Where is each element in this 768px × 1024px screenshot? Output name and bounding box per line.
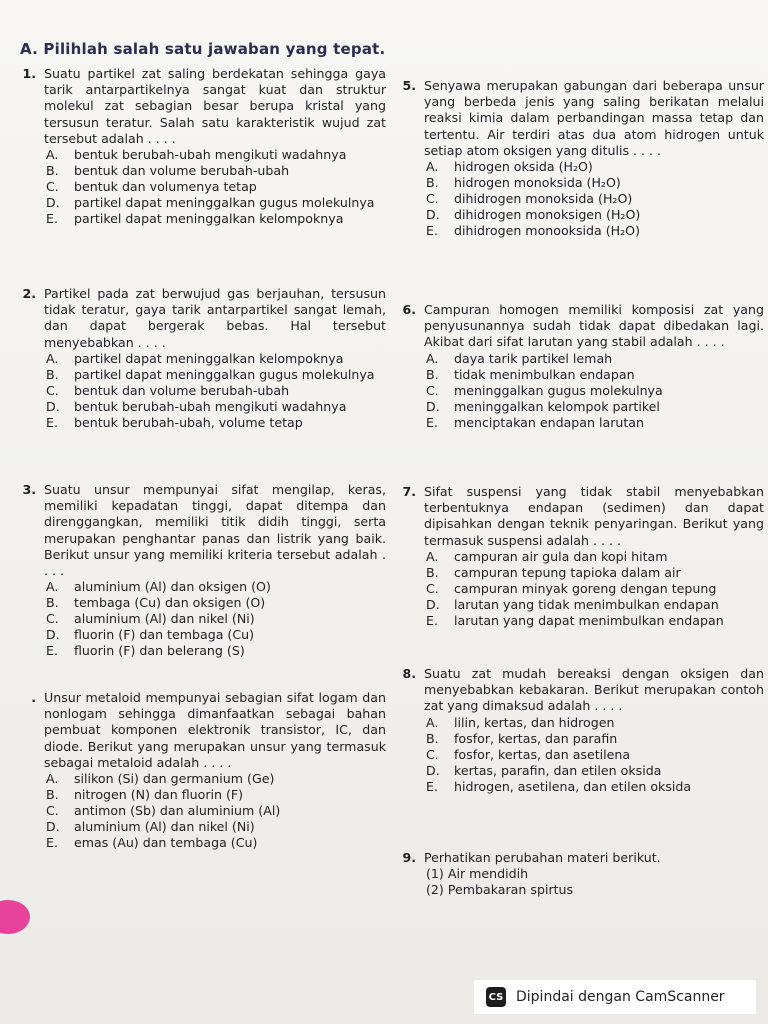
question-stem: Partikel pada zat berwujud gas berjauhan, tersusun tidak teratur, gaya tarik antarpartikel sangat lemah, dan dapat bergerak bebas. Hal tersebut menyebabkan . . . . bbox=[44, 286, 386, 350]
option-text: dihidrogen monoksigen (H₂O) bbox=[454, 207, 641, 223]
option-letter: C. bbox=[46, 803, 59, 819]
option-letter: C. bbox=[426, 382, 439, 398]
answer-options bbox=[46, 351, 386, 431]
question-9 bbox=[386, 850, 764, 899]
option-text: hidrogen, asetilena, dan etilen oksida bbox=[454, 778, 692, 794]
option-text: tembaga (Cu) dan oksigen (O) bbox=[74, 595, 266, 611]
answer-option bbox=[46, 147, 386, 163]
option-letter: E. bbox=[426, 414, 438, 430]
question-stem: Suatu zat mudah bereaksi dengan oksigen dan menyebabkan kebakaran. Berikut merupakan contoh zat yang dimaksud adalah . . . . bbox=[424, 666, 764, 714]
question-4 bbox=[6, 690, 386, 851]
answer-option bbox=[426, 731, 764, 747]
option-text: dihidrogen monooksida (H₂O) bbox=[454, 223, 640, 239]
answer-option bbox=[426, 715, 764, 731]
option-text: hidrogen oksida (H₂O) bbox=[454, 159, 593, 175]
question-number: 5. bbox=[402, 78, 416, 93]
answer-options bbox=[46, 147, 386, 227]
answer-option bbox=[46, 611, 386, 627]
option-letter: E. bbox=[46, 643, 58, 659]
option-text: kertas, parafin, dan etilen oksida bbox=[454, 762, 662, 778]
answer-option bbox=[426, 159, 764, 175]
answer-option bbox=[46, 819, 386, 835]
answer-option bbox=[426, 383, 764, 399]
option-letter: C. bbox=[46, 179, 59, 195]
option-text: lilin, kertas, dan hidrogen bbox=[454, 714, 615, 730]
option-letter: A. bbox=[426, 548, 439, 564]
answer-option bbox=[46, 771, 386, 787]
option-text: antimon (Sb) dan aluminium (Al) bbox=[74, 803, 281, 819]
answer-option bbox=[46, 367, 386, 383]
option-text: partikel dapat meninggalkan gugus molekulnya bbox=[74, 195, 375, 211]
question-3 bbox=[6, 482, 386, 659]
question-stem: Sifat suspensi yang tidak stabil menyebabkan terbentuknya endapan (sedimen) dan dapat dipisahkan dengan teknik penyaringan. Berikut yang termasuk suspensi adalah . . . . bbox=[424, 484, 764, 548]
question-number: 8. bbox=[402, 666, 416, 681]
option-letter: C. bbox=[46, 382, 59, 398]
option-text: larutan yang tidak menimbulkan endapan bbox=[454, 596, 719, 612]
option-text: dihidrogen monoksida (H₂O) bbox=[454, 191, 633, 207]
answer-option bbox=[426, 351, 764, 367]
option-letter: C. bbox=[426, 191, 439, 207]
option-letter: B. bbox=[426, 366, 439, 382]
option-letter: E. bbox=[426, 223, 438, 239]
question-stem: Campuran homogen memiliki komposisi zat yang penyusunannya sudah tidak dapat dibedakan lagi. Akibat dari sifat larutan yang stabil adalah . . . . bbox=[424, 302, 764, 350]
answer-option bbox=[46, 787, 386, 803]
option-letter: D. bbox=[46, 398, 60, 414]
answer-option bbox=[426, 415, 764, 431]
camscanner-logo-icon: CS bbox=[486, 987, 506, 1007]
question-6 bbox=[386, 302, 764, 431]
answer-option bbox=[426, 367, 764, 383]
option-text: campuran air gula dan kopi hitam bbox=[454, 548, 668, 564]
option-letter: B. bbox=[426, 175, 439, 191]
option-text: fluorin (F) dan tembaga (Cu) bbox=[74, 627, 255, 643]
question-number: 6. bbox=[402, 302, 416, 317]
answer-option bbox=[426, 191, 764, 207]
option-text: bentuk dan volume berubah-ubah bbox=[74, 163, 290, 179]
option-text: bentuk dan volumenya tetap bbox=[74, 179, 257, 195]
option-text: hidrogen monoksida (H₂O) bbox=[454, 175, 621, 191]
option-letter: A. bbox=[426, 714, 439, 730]
option-text: fluorin (F) dan belerang (S) bbox=[74, 643, 245, 659]
question-stem: Suatu unsur mempunyai sifat mengilap, keras, memiliki kepadatan tinggi, dapat ditempa dan direnggangkan, memiliki titik didih tinggi, serta merupakan penghantar panas dan listrik yang baik. Berikut unsur yang memiliki kriteria tersebut adalah . . . . bbox=[44, 482, 386, 579]
option-letter: D. bbox=[426, 762, 440, 778]
question-number: 7. bbox=[402, 484, 416, 499]
option-letter: D. bbox=[426, 596, 440, 612]
option-letter: E. bbox=[46, 211, 58, 227]
option-letter: B. bbox=[46, 163, 59, 179]
answer-option bbox=[46, 383, 386, 399]
answer-option bbox=[46, 835, 386, 851]
answer-option bbox=[46, 579, 386, 595]
option-text: aluminium (Al) dan oksigen (O) bbox=[74, 579, 271, 595]
answer-options bbox=[46, 771, 386, 851]
answer-options bbox=[426, 549, 764, 629]
statement-item: (2) Pembakaran spirtus bbox=[426, 882, 574, 898]
answer-option bbox=[46, 627, 386, 643]
answer-option bbox=[46, 595, 386, 611]
question-8 bbox=[386, 666, 764, 795]
answer-option bbox=[46, 179, 386, 195]
option-text: fosfor, kertas, dan asetilena bbox=[454, 746, 631, 762]
option-text: campuran minyak goreng dengan tepung bbox=[454, 580, 717, 596]
answer-option bbox=[426, 175, 764, 191]
question-7 bbox=[386, 484, 764, 629]
option-letter: A. bbox=[46, 771, 59, 787]
question-number: 3. bbox=[22, 482, 36, 497]
question-stem: Perhatikan perubahan materi berikut. bbox=[424, 850, 661, 865]
option-letter: E. bbox=[426, 778, 438, 794]
option-letter: C. bbox=[426, 580, 439, 596]
statement-list bbox=[426, 866, 764, 898]
camscanner-watermark bbox=[474, 980, 756, 1014]
option-text: partikel dapat meninggalkan kelompoknya bbox=[74, 350, 344, 366]
option-text: bentuk dan volume berubah-ubah bbox=[74, 382, 290, 398]
answer-option bbox=[426, 399, 764, 415]
option-letter: A. bbox=[46, 579, 59, 595]
option-text: daya tarik partikel lemah bbox=[454, 350, 613, 366]
answer-option bbox=[426, 207, 764, 223]
option-letter: B. bbox=[426, 730, 439, 746]
answer-option bbox=[426, 747, 764, 763]
question-number: . bbox=[31, 690, 36, 705]
option-letter: C. bbox=[426, 746, 439, 762]
option-text: aluminium (Al) dan nikel (Ni) bbox=[74, 611, 255, 627]
question-5 bbox=[386, 78, 764, 239]
option-text: partikel dapat meninggalkan gugus molekulnya bbox=[74, 366, 375, 382]
option-text: silikon (Si) dan germanium (Ge) bbox=[74, 771, 275, 787]
answer-option bbox=[46, 211, 386, 227]
answer-option bbox=[426, 779, 764, 795]
question-2 bbox=[6, 286, 386, 431]
option-text: aluminium (Al) dan nikel (Ni) bbox=[74, 819, 255, 835]
option-letter: E. bbox=[426, 612, 438, 628]
question-number: 1. bbox=[22, 66, 36, 81]
answer-option bbox=[46, 643, 386, 659]
option-letter: A. bbox=[46, 350, 59, 366]
answer-options bbox=[426, 351, 764, 431]
statement-item: (1) Air mendidih bbox=[426, 866, 529, 882]
option-text: campuran tepung tapioka dalam air bbox=[454, 564, 681, 580]
option-letter: D. bbox=[46, 819, 60, 835]
option-letter: E. bbox=[46, 414, 58, 430]
option-text: tidak menimbulkan endapan bbox=[454, 366, 635, 382]
option-text: fosfor, kertas, dan parafin bbox=[454, 730, 618, 746]
option-text: meninggalkan gugus molekulnya bbox=[454, 382, 663, 398]
option-letter: B. bbox=[46, 595, 59, 611]
answer-option bbox=[426, 565, 764, 581]
answer-option bbox=[426, 581, 764, 597]
answer-option bbox=[46, 415, 386, 431]
answer-option bbox=[426, 763, 764, 779]
answer-option bbox=[46, 163, 386, 179]
question-stem: Unsur metaloid mempunyai sebagian sifat logam dan nonlogam sehingga dimanfaatkan sebagai bahan pembuat komponen elektronik transistor, IC, dan diode. Berikut yang merupakan unsur yang termasuk sebagai metaloid adalah . . . . bbox=[44, 690, 386, 770]
question-number: 2. bbox=[22, 286, 36, 301]
option-letter: E. bbox=[46, 835, 58, 851]
question-1 bbox=[6, 66, 386, 227]
question-stem: Suatu partikel zat saling berdekatan sehingga gaya tarik antarpartikelnya sangat kuat dan struktur molekul zat sebagian besar berupa kristal yang tersusun teratur. Salah satu karakteristik wujud zat tersebut adalah . . . . bbox=[44, 66, 386, 146]
answer-option bbox=[426, 223, 764, 239]
option-letter: A. bbox=[46, 147, 59, 163]
answer-options bbox=[46, 579, 386, 659]
option-letter: B. bbox=[426, 564, 439, 580]
option-letter: D. bbox=[46, 627, 60, 643]
option-text: meninggalkan kelompok partikel bbox=[454, 398, 660, 414]
option-text: bentuk berubah-ubah, volume tetap bbox=[74, 414, 303, 430]
option-text: bentuk berubah-ubah mengikuti wadahnya bbox=[74, 147, 347, 163]
option-letter: D. bbox=[46, 195, 60, 211]
option-letter: A. bbox=[426, 350, 439, 366]
answer-options bbox=[426, 159, 764, 239]
option-text: emas (Au) dan tembaga (Cu) bbox=[74, 835, 258, 851]
option-text: bentuk berubah-ubah mengikuti wadahnya bbox=[74, 398, 347, 414]
answer-options bbox=[426, 715, 764, 795]
option-letter: D. bbox=[426, 398, 440, 414]
option-letter: B. bbox=[46, 787, 59, 803]
answer-option bbox=[426, 613, 764, 629]
answer-option bbox=[46, 351, 386, 367]
option-letter: C. bbox=[46, 611, 59, 627]
question-number: 9. bbox=[402, 850, 416, 865]
answer-option bbox=[46, 195, 386, 211]
pink-highlighter-mark bbox=[0, 900, 30, 934]
option-letter: D. bbox=[426, 207, 440, 223]
answer-option bbox=[426, 549, 764, 565]
option-letter: A. bbox=[426, 159, 439, 175]
option-text: partikel dapat meninggalkan kelompoknya bbox=[74, 211, 344, 227]
answer-option bbox=[46, 803, 386, 819]
option-text: larutan yang dapat menimbulkan endapan bbox=[454, 612, 724, 628]
option-letter: B. bbox=[46, 366, 59, 382]
camscanner-text: Dipindai dengan CamScanner bbox=[516, 989, 725, 1005]
option-text: nitrogen (N) dan fluorin (F) bbox=[74, 787, 244, 803]
answer-option bbox=[426, 597, 764, 613]
answer-option bbox=[46, 399, 386, 415]
section-title: A. Pilihlah salah satu jawaban yang tepat. bbox=[20, 40, 386, 58]
option-text: menciptakan endapan larutan bbox=[454, 414, 644, 430]
question-stem: Senyawa merupakan gabungan dari beberapa unsur yang berbeda jenis yang saling berikatan melalui reaksi kimia dalam perbandingan massa tetap dan tertentu. Air terdiri atas dua atom hidrogen untuk setiap atom oksigen yang ditulis . . . . bbox=[424, 78, 764, 158]
